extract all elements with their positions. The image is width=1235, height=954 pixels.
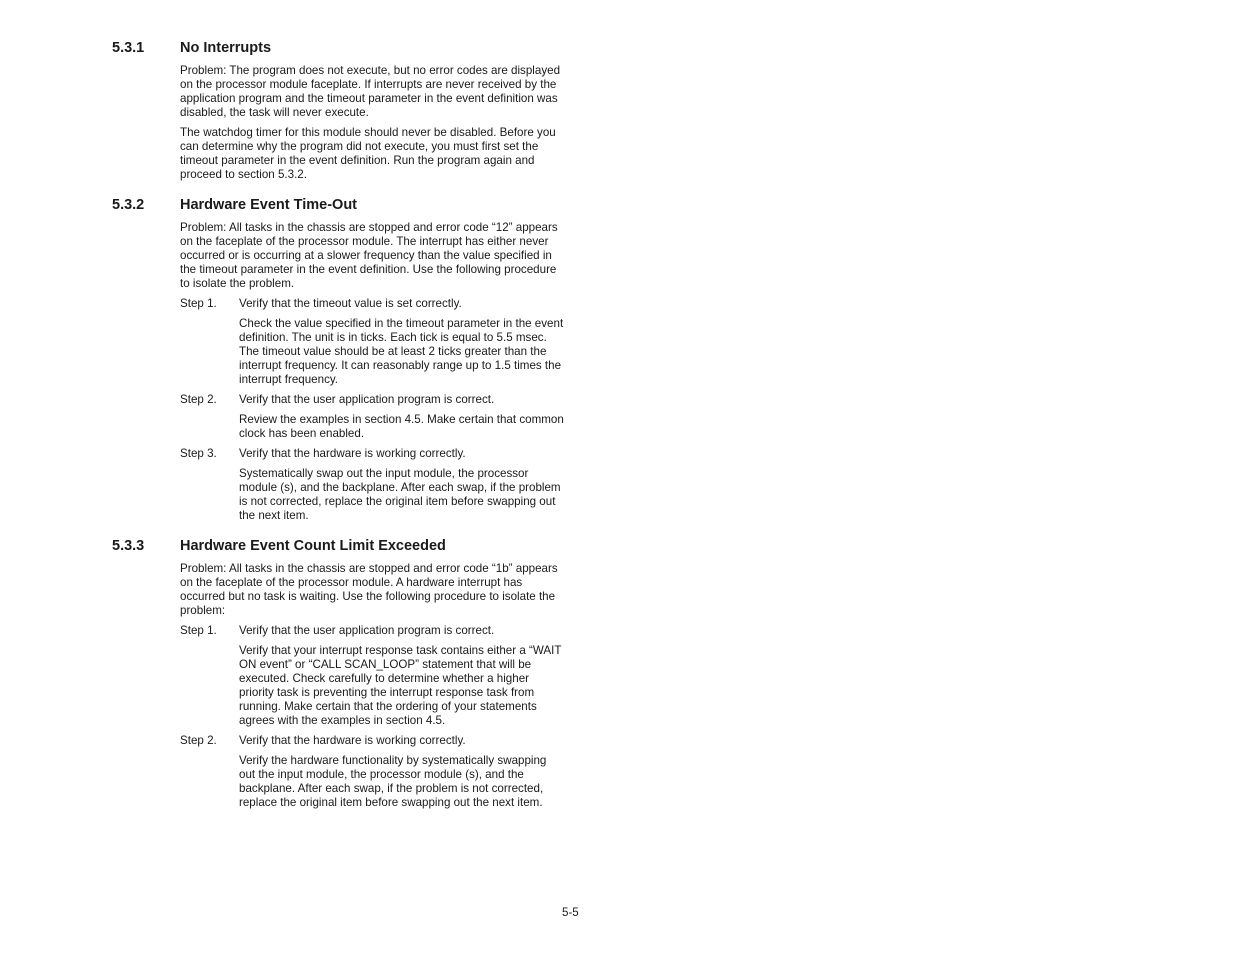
section-number: 5.3.3: [112, 538, 145, 554]
step-label: Step 2.: [180, 393, 217, 406]
step-detail: Check the value specified in the timeout parameter in the event definition. The unit is in ticks. Each tick is equal to 5.5 msec. The timeout value should be at least 2 ticks greater than the interrupt frequency. It can reasonably range up to 1.5 times the interrupt frequency.: [239, 317, 564, 386]
step-text: Verify that the timeout value is set correctly.: [239, 297, 462, 310]
step-text: Verify that the hardware is working correctly.: [239, 447, 466, 460]
step-text: Verify that the hardware is working correctly.: [239, 734, 466, 747]
step-text: Verify that the user application program is correct.: [239, 624, 495, 637]
section-number: 5.3.1: [112, 40, 145, 56]
page-number: 5-5: [562, 906, 579, 919]
section-title: Hardware Event Time-Out: [180, 197, 358, 213]
section-title: Hardware Event Count Limit Exceeded: [180, 538, 446, 554]
section-title: No Interrupts: [180, 40, 272, 56]
section-hardware-event-count-limit-exceeded: [112, 537, 582, 810]
step-label: Step 3.: [180, 447, 217, 460]
intro-paragraph: Problem: All tasks in the chassis are stopped and error code “1b” appears on the faceplate of the processor module. A hardware interrupt has occurred but no task is waiting. Use the following procedure to isolate the problem:: [180, 562, 558, 617]
section-number: 5.3.2: [112, 197, 145, 213]
step-row: [180, 297, 565, 311]
section-body: [180, 562, 565, 810]
intro-paragraph: Problem: All tasks in the chassis are stopped and error code “12” appears on the faceplate of the processor module. The interrupt has either never occurred or is occurring at a slower frequency than the value specified in the timeout parameter in the event definition. Use the following procedure to isolate the problem.: [180, 221, 558, 290]
step-label: Step 2.: [180, 734, 217, 747]
document-column: [112, 39, 582, 824]
section-hardware-event-time-out: [112, 196, 582, 523]
section-heading: [112, 537, 582, 555]
step-detail: Review the examples in section 4.5. Make certain that common clock has been enabled.: [239, 413, 564, 440]
section-heading: [112, 39, 582, 57]
section-body: [180, 221, 565, 523]
step-label: Step 1.: [180, 297, 217, 310]
section-heading: [112, 196, 582, 214]
paragraph: Problem: The program does not execute, but no error codes are displayed on the processor module faceplate. If interrupts are never received by the application program and the timeout parameter in the event definition was disabled, the task will never execute.: [180, 64, 561, 119]
step-row: [180, 734, 565, 748]
step-text: Verify that the user application program is correct.: [239, 393, 495, 406]
section-no-interrupts: [112, 39, 582, 182]
step-row: [180, 624, 565, 638]
step-label: Step 1.: [180, 624, 217, 637]
step-detail: Systematically swap out the input module, the processor module (s), and the backplane. After each swap, if the problem is not corrected, replace the original item before swapping out the next item.: [239, 467, 561, 522]
step-row: [180, 393, 565, 407]
step-row: [180, 447, 565, 461]
section-body: [180, 64, 565, 182]
step-detail: Verify that your interrupt response task contains either a “WAIT ON event” or “CALL SCAN_LOOP” statement that will be executed. Check carefully to determine whether a higher priority task is preventing the interrupt response task from running. Make certain that the ordering of your statements agrees with the examples in section 4.5.: [239, 644, 562, 727]
paragraph: The watchdog timer for this module should never be disabled. Before you can determine why the program did not execute, you must first set the timeout parameter in the event definition. Run the program again and proceed to section 5.3.2.: [180, 126, 556, 181]
step-detail: Verify the hardware functionality by systematically swapping out the input module, the processor module (s), and the backplane. After each swap, if the problem is not corrected, replace the original item before swapping out the next item.: [239, 754, 547, 809]
